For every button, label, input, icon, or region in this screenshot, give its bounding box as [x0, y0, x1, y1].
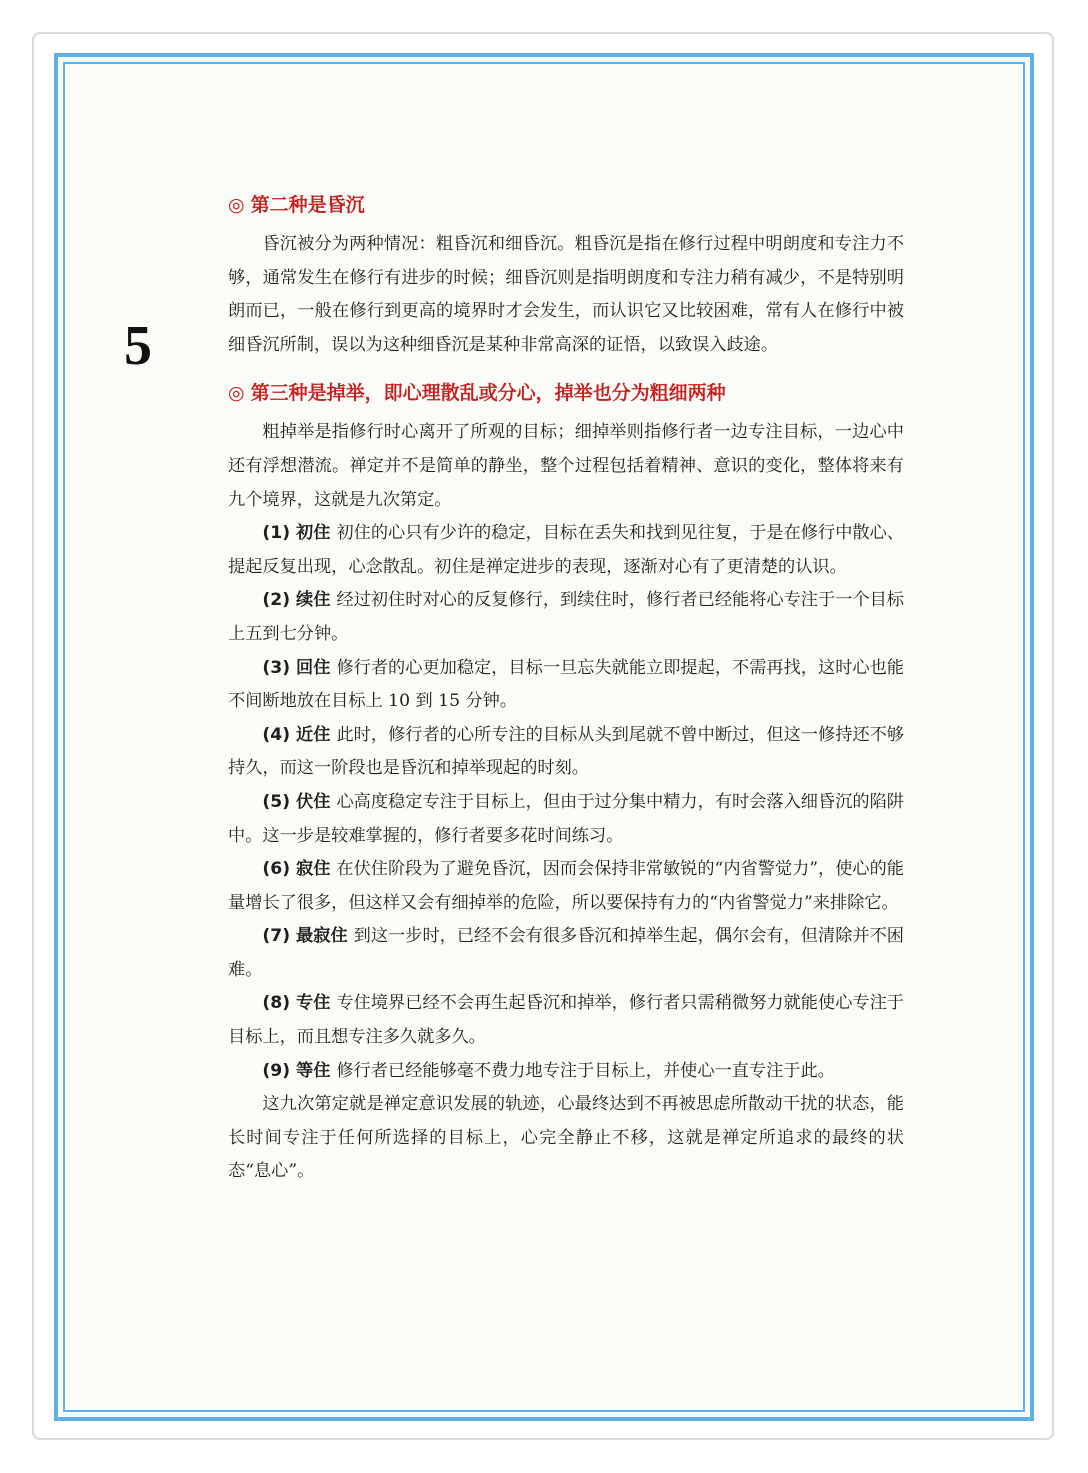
stage-label: (7) 最寂住 — [262, 926, 348, 947]
stage-text: 修行者已经能够毫不费力地专注于目标上，并使心一直专注于此。 — [336, 1060, 835, 1081]
stage-paragraph — [228, 920, 904, 987]
section-title: 第三种是掉举，即心理散乱或分心，掉举也分为粗细两种 — [250, 382, 726, 405]
stage-label: (5) 伏住 — [262, 791, 331, 812]
stage-label: (3) 回住 — [262, 657, 331, 678]
stage-label: (6) 寂住 — [262, 859, 331, 880]
section-heading-diaoju — [228, 378, 904, 408]
stage-text: 经过初住时对心的反复修行，到续住时，修行者已经能将心专注于一个目标上五到七分钟。 — [228, 590, 904, 644]
stage-label: (8) 专住 — [262, 993, 331, 1014]
stage-label: (1) 初住 — [262, 523, 331, 544]
stage-text: 到这一步时，已经不会有很多昏沉和掉举生起，偶尔会有，但清除并不困难。 — [228, 926, 904, 980]
circle-mark-icon: ◎ — [228, 382, 245, 405]
stage-text: 心高度稳定专注于目标上，但由于过分集中精力，有时会落入细昏沉的陷阱中。这一步是较难掌握的，修行者要多花时间练习。 — [228, 791, 904, 846]
stage-paragraph — [228, 652, 904, 719]
stage-label: (9) 等住 — [262, 1060, 331, 1081]
circle-mark-icon: ◎ — [228, 194, 245, 216]
stage-paragraph — [228, 517, 904, 584]
stage-text: 修行者的心更加稳定，目标一旦忘失就能立即提起，不需再找，这时心也能不间断地放在目标上 10 到 15 分钟。 — [228, 657, 904, 712]
page-number: 5 — [124, 315, 152, 377]
stage-label: (4) 近住 — [262, 724, 331, 745]
stage-text: 在伏住阶段为了避免昏沉，因而会保持非常敏锐的“内省警觉力”，使心的能量增长了很多，但这样又会有细掉举的危险，所以要保持有力的“内省警觉力”来排除它。 — [228, 859, 904, 913]
stage-paragraph — [228, 786, 904, 853]
section-heading-hunchen — [228, 190, 904, 220]
stage-text: 专住境界已经不会再生起昏沉和掉举，修行者只需稍微努力就能使心专注于目标上，而且想专注多久就多久。 — [228, 993, 904, 1048]
paragraph-diaoju-intro: 粗掉举是指修行时心离开了所观的目标；细掉举则指修行者一边专注目标，一边心中还有浮想潜流。禅定并不是简单的静坐，整个过程包括着精神、意识的变化，整体将来有九个境界，这就是九次第定。 — [228, 422, 904, 510]
stage-paragraph — [228, 584, 904, 651]
stage-paragraph — [228, 987, 904, 1054]
stage-paragraph — [228, 853, 904, 920]
paragraph-hunchen: 昏沉被分为两种情况：粗昏沉和细昏沉。粗昏沉是指在修行过程中明朗度和专注力不够，通常发生在修行有进步的时候；细昏沉则是指明朗度和专注力稍有减少，不是特别明朗而已，一般在修行到更高的境界时才会发生，而认识它又比较困难，常有人在修行中被细昏沉所制，误以为这种细昏沉是某种非常高深的证悟，以致误入歧途。 — [228, 234, 904, 355]
page-content — [228, 190, 904, 1189]
stage-paragraph — [228, 719, 904, 786]
paragraph-conclusion: 这九次第定就是禅定意识发展的轨迹，心最终达到不再被思虑所散动干扰的状态，能长时间专注于任何所选择的目标上，心完全静止不移，这就是禅定所追求的最终的状态“息心”。 — [228, 1094, 904, 1182]
stage-text: 初住的心只有少许的稳定，目标在丢失和找到见往复，于是在修行中散心、提起反复出现，心念散乱。初住是禅定进步的表现，逐渐对心有了更清楚的认识。 — [228, 523, 904, 577]
section-title: 第二种是昏沉 — [250, 194, 365, 216]
stage-paragraph — [228, 1055, 904, 1089]
stage-label: (2) 续住 — [262, 590, 331, 611]
stage-text: 此时，修行者的心所专注的目标从头到尾就不曾中断过，但这一修持还不够持久，而这一阶段也是昏沉和掉举现起的时刻。 — [228, 724, 904, 779]
